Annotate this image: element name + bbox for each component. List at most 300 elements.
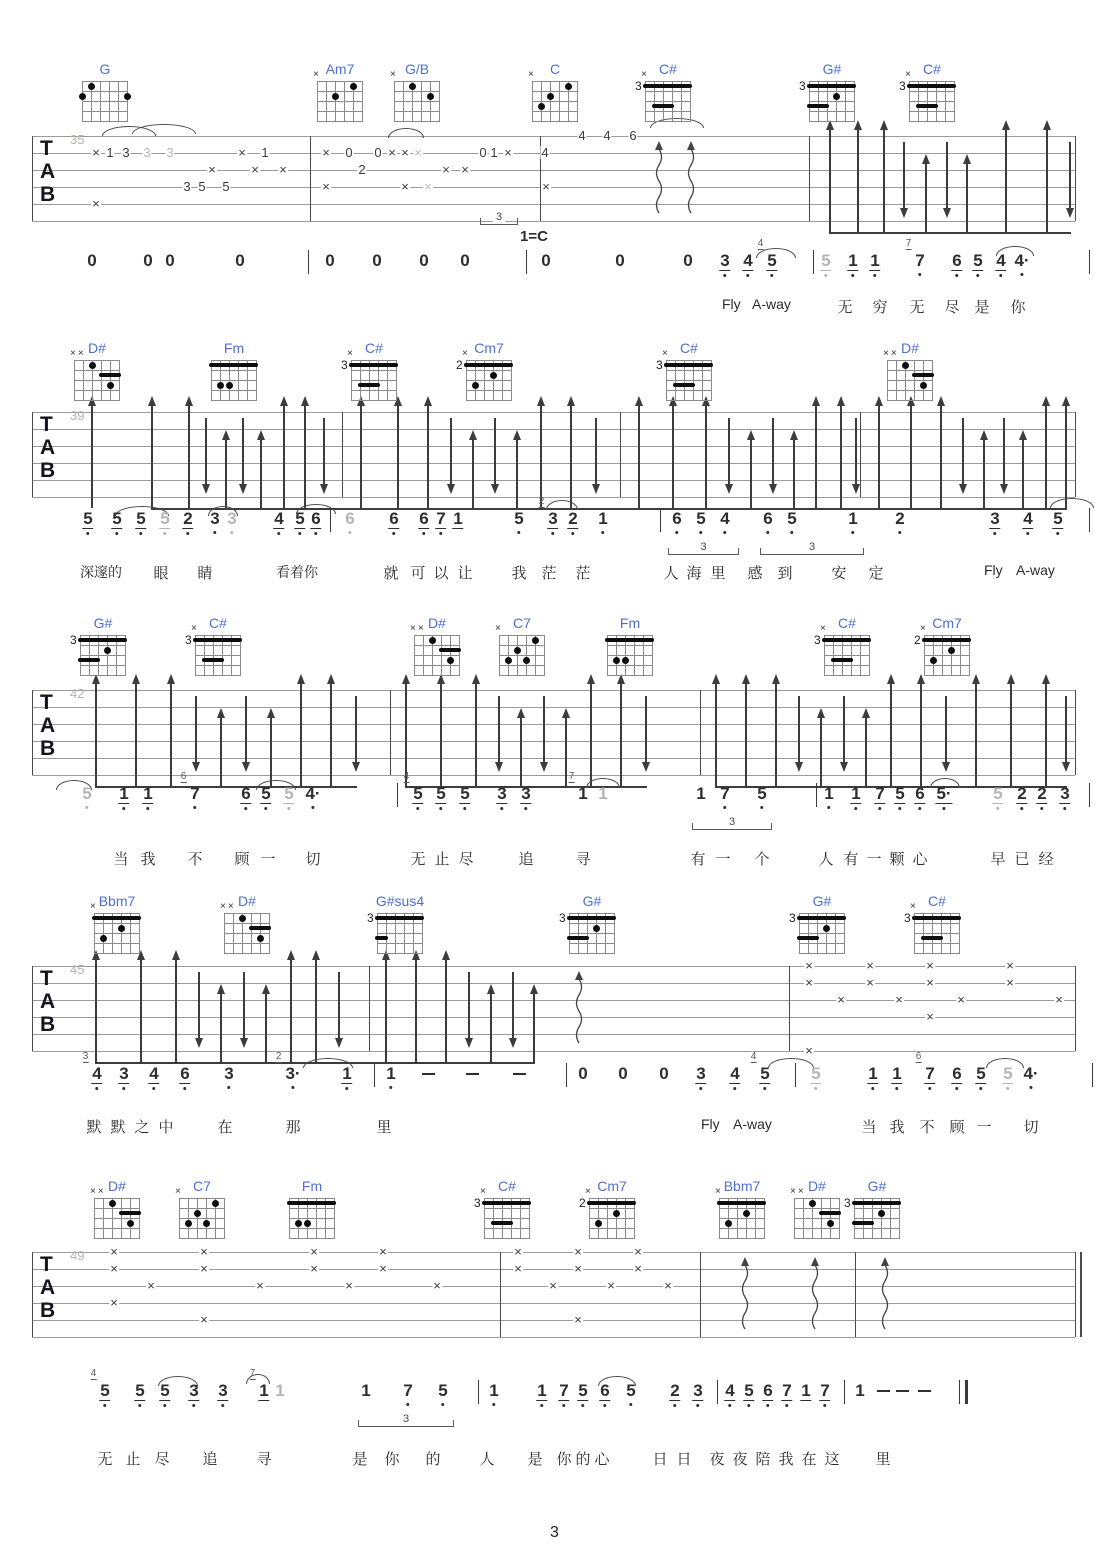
jianpu-number: 5 [160, 509, 170, 528]
lyric: 尽 [154, 1451, 170, 1468]
jianpu-number: 5 [767, 251, 777, 270]
jianpu-number: 3· [285, 1064, 301, 1083]
strum-arrowhead [1062, 396, 1070, 406]
jianpu-number: 5 [811, 1064, 821, 1083]
strum-arrowhead [517, 708, 525, 718]
jianpu-note [283, 785, 294, 810]
finger-dot [194, 1210, 201, 1217]
chord-block [656, 340, 714, 401]
jianpu-number: 4· [1014, 251, 1030, 270]
jianpu-note [459, 785, 470, 810]
mute-x: × [514, 1260, 522, 1276]
chord-diagram [883, 348, 933, 401]
strum-arrowhead [795, 762, 803, 772]
chord-block [367, 893, 425, 954]
jianpu-number: 0 [541, 251, 551, 270]
lyric: 以 [433, 565, 449, 582]
lyric: 中 [158, 1119, 174, 1136]
barline [32, 136, 33, 221]
jianpu-note [617, 1065, 628, 1083]
octave-dot [265, 807, 268, 810]
jianpu-number: 3 [521, 784, 531, 803]
jianpu-grace-note: 2 [538, 496, 545, 507]
beam [330, 786, 357, 788]
triplet-number: 3 [493, 212, 505, 223]
lyric: 心 [594, 1451, 610, 1468]
lyric: 止 [434, 851, 450, 868]
strum-arrowhead [1042, 674, 1050, 684]
octave-dot [423, 532, 426, 535]
chord-diagram [220, 901, 270, 954]
tab-clef-letter: T [40, 413, 53, 436]
octave-dot [604, 1404, 607, 1407]
chord-name: D# [88, 340, 106, 356]
fret-number: 3 [166, 144, 174, 160]
tab-staff-line [32, 758, 1075, 759]
strum-arrowhead [852, 484, 860, 494]
strum-up-arrow [925, 164, 927, 232]
jianpu-number: 5 [82, 784, 92, 803]
fret-number: 5 [222, 178, 230, 194]
octave-dot [417, 807, 420, 810]
strum-up-arrow [260, 440, 262, 508]
jianpu-number: 4 [743, 251, 753, 270]
jianpu-dash [918, 1390, 931, 1392]
chord-diagram [899, 69, 955, 122]
tab-clef-letter: T [40, 691, 53, 714]
octave-dot [700, 1087, 703, 1090]
mute-x: × [414, 144, 422, 160]
fret-position-label: 2 [914, 633, 921, 648]
finger-dot [505, 657, 512, 664]
muted-string-marks: × [495, 623, 503, 635]
jianpu-note [867, 1065, 878, 1090]
strum-up-arrow [427, 406, 429, 508]
chord-diagram [607, 635, 653, 676]
muted-string-marks: × [528, 69, 536, 81]
jianpu-number: 7 [875, 784, 885, 803]
jianpu-number: 6 [311, 509, 321, 528]
jianpu-note [762, 1382, 773, 1407]
jianpu-number: 1 [696, 784, 706, 803]
octave-dot [393, 532, 396, 535]
strum-down-arrow [1069, 142, 1071, 208]
finger-dot [217, 382, 224, 389]
chord-block [579, 1178, 637, 1239]
muted-string-marks: ×× [70, 348, 86, 360]
octave-dot [187, 532, 190, 535]
lyric: 你 [556, 1451, 572, 1468]
jianpu-note [182, 510, 193, 535]
strum-arrowhead [447, 484, 455, 494]
chord-name: Cm7 [474, 340, 504, 356]
tab-clef-letter: B [40, 1013, 56, 1036]
strum-arrowhead [837, 396, 845, 406]
jianpu-note [418, 510, 429, 535]
finger-dot [532, 637, 539, 644]
jianpu-note [385, 1065, 396, 1089]
strum-down-arrow [1003, 418, 1005, 484]
strum-down-arrow [945, 696, 947, 762]
arpeggio-wavy-line [654, 140, 664, 223]
jianpu-number: 5 [821, 251, 831, 270]
beam [198, 1062, 222, 1064]
strum-arrowhead [887, 674, 895, 684]
strum-arrowhead [267, 708, 275, 718]
strum-up-arrow [300, 684, 302, 786]
strum-arrowhead [742, 674, 750, 684]
jianpu-note [540, 252, 551, 270]
chord-block [287, 1179, 337, 1239]
jianpu-note [905, 238, 925, 276]
jianpu-note [273, 510, 284, 535]
strum-down-arrow [468, 972, 470, 1038]
fret-number: 0 [345, 144, 353, 160]
chord-block [885, 341, 935, 401]
measure-number: 45 [70, 962, 85, 977]
octave-dot [104, 1404, 107, 1407]
finger-dot [613, 1210, 620, 1217]
lyric: 默 [86, 1119, 102, 1136]
lyric: 默 [110, 1119, 126, 1136]
barre [807, 84, 856, 88]
lyric: 夜 [709, 1451, 725, 1468]
strum-up-arrow [1046, 130, 1048, 232]
strum-arrowhead [592, 484, 600, 494]
strum-up-arrow [265, 994, 267, 1062]
fret-number: 1 [106, 144, 114, 160]
tab-clef-letter: T [40, 137, 53, 160]
jianpu-note [118, 785, 129, 810]
mute-x: × [866, 957, 874, 973]
chord-name: D# [428, 615, 446, 631]
jianpu-barline [397, 783, 398, 807]
chord-diagram [844, 1196, 900, 1239]
fret-position-label: 2 [456, 358, 463, 373]
strum-up-arrow [225, 440, 227, 508]
barre [464, 363, 513, 367]
strum-up-arrow [705, 406, 707, 508]
chord-block [474, 1178, 532, 1239]
lyric: Fly [722, 296, 741, 312]
jianpu-number: 7 [436, 509, 446, 528]
jianpu-note [274, 1382, 285, 1400]
strum-arrowhead [495, 762, 503, 772]
lyric: 有 [690, 851, 706, 868]
octave-dot [349, 531, 352, 534]
strum-arrowhead [1062, 762, 1070, 772]
tab-clef-letter: T [40, 967, 53, 990]
strum-up-arrow [983, 440, 985, 508]
jianpu-number: 5 [626, 1381, 636, 1400]
strum-arrowhead [132, 674, 140, 684]
lyric: A-way [752, 296, 791, 312]
jianpu-barline [795, 1063, 796, 1087]
jianpu-number: 1 [275, 1381, 285, 1400]
jianpu-note [520, 785, 531, 810]
octave-dot [630, 1403, 633, 1406]
jianpu-barline [1089, 250, 1090, 274]
tab-clef-letter: A [40, 714, 56, 737]
mute-x: × [208, 161, 216, 177]
strum-up-arrow [815, 406, 817, 508]
chord-block [92, 1179, 142, 1239]
mute-x: × [251, 161, 259, 177]
jianpu-note [894, 510, 905, 534]
lyric: 一 [976, 1119, 992, 1136]
jianpu-note [388, 510, 399, 535]
lyric: 心 [912, 851, 928, 868]
jianpu-note [847, 252, 858, 277]
strum-down-arrow [645, 696, 647, 762]
chord-name: C# [928, 893, 946, 909]
octave-dot [390, 1086, 393, 1089]
jianpu-note [310, 510, 321, 535]
octave-dot [767, 531, 770, 534]
chord-block [70, 615, 128, 676]
lyric: 当 [113, 851, 129, 868]
octave-dot [724, 274, 727, 277]
jianpu-number: 3 [548, 509, 558, 528]
lyric: 是 [974, 299, 990, 316]
lyric: 你 [384, 1451, 400, 1468]
chord-name: C# [659, 61, 677, 77]
strum-up-arrow [220, 718, 222, 786]
barline [1075, 136, 1076, 221]
chord-block [341, 340, 399, 401]
tab-staff-line [32, 741, 1075, 742]
tie-arc [388, 128, 424, 138]
lyric: 一 [260, 851, 276, 868]
mute-x: × [401, 178, 409, 194]
octave-dot [929, 1087, 932, 1090]
mute-x: × [574, 1243, 582, 1259]
strum-arrowhead [320, 484, 328, 494]
barline [310, 136, 311, 221]
jianpu-note [209, 510, 220, 534]
mute-x: × [92, 195, 100, 211]
strum-arrowhead [530, 984, 538, 994]
strum-arrowhead [1002, 120, 1010, 130]
finger-dot [472, 382, 479, 389]
strum-arrowhead [540, 762, 548, 772]
jianpu-grace-note: 2 [275, 1051, 282, 1062]
chord-name: D# [108, 1178, 126, 1194]
jianpu-note [217, 1382, 228, 1407]
finger-dot [490, 372, 497, 379]
jianpu-number: 5 [514, 509, 524, 528]
finger-dot [104, 647, 111, 654]
jianpu-note [234, 252, 245, 270]
barline [32, 412, 33, 497]
chord-block [559, 893, 617, 954]
finger-dot [920, 382, 927, 389]
lyric: 人 [663, 565, 679, 582]
chord-name: Fm [619, 615, 641, 631]
jianpu-note [159, 510, 170, 535]
strum-up-arrow [520, 718, 522, 786]
strum-up-arrow [1065, 406, 1067, 508]
jianpu-number: 6 [915, 784, 925, 803]
strum-up-arrow [940, 406, 942, 508]
finger-dot [257, 935, 264, 942]
lyric: 顾 [949, 1119, 965, 1136]
mute-x: × [895, 991, 903, 1007]
chord-diagram [904, 901, 960, 954]
lyric: 寻 [256, 1451, 272, 1468]
strum-down-arrow [243, 972, 245, 1038]
jianpu-number: 5 [787, 509, 797, 528]
octave-dot [1021, 807, 1024, 810]
lyric: 追 [202, 1451, 218, 1468]
chord-name: D# [901, 340, 919, 356]
chord-diagram [90, 1186, 140, 1239]
jianpu-note [823, 785, 834, 809]
mute-x: × [322, 144, 330, 160]
finger-dot [79, 93, 86, 100]
jianpu-note [86, 252, 97, 270]
octave-dot [193, 1404, 196, 1407]
strum-arrowhead [148, 396, 156, 406]
jianpu-grace-note: 3 [82, 1051, 89, 1062]
octave-dot [228, 1086, 231, 1089]
mute-x: × [200, 1311, 208, 1327]
fret-position-label: 3 [844, 1196, 851, 1211]
finger-dot [185, 1220, 192, 1227]
octave-dot [919, 273, 922, 276]
lyric: 寻 [575, 851, 591, 868]
mute-x: × [200, 1260, 208, 1276]
jianpu-number: 1 [868, 1064, 878, 1083]
mute-x: × [1006, 974, 1014, 990]
chord-name: C# [365, 340, 383, 356]
fret-number: 4 [578, 127, 586, 143]
barre [921, 936, 943, 940]
barre [916, 104, 938, 108]
octave-dot [767, 1404, 770, 1407]
jianpu-note [810, 1065, 821, 1090]
jianpu-note [402, 1382, 413, 1406]
muted-string-marks: ×× [790, 1186, 806, 1198]
fret-number: 1 [261, 144, 269, 160]
finger-dot [295, 1220, 302, 1227]
jianpu-note [695, 1065, 706, 1090]
mute-x: × [401, 144, 409, 160]
jianpu-number: 1 [848, 509, 858, 528]
jianpu-note [188, 1382, 199, 1407]
strum-up-arrow [445, 960, 447, 1062]
octave-dot [440, 532, 443, 535]
octave-dot [164, 1404, 167, 1407]
barline [860, 412, 861, 497]
jianpu-number: 5 [696, 509, 706, 528]
jianpu-note [671, 510, 682, 534]
octave-dot [786, 1404, 789, 1407]
strum-down-arrow [323, 418, 325, 484]
jianpu-barline [330, 508, 331, 532]
chord-diagram [211, 360, 257, 401]
strum-arrowhead [1007, 674, 1015, 684]
jianpu-note [435, 785, 446, 810]
barline [32, 966, 33, 1051]
jianpu-note [750, 1051, 770, 1090]
jianpu-number: 7 [782, 1381, 792, 1400]
lyric: 就 [383, 565, 399, 582]
chord-block [392, 62, 442, 122]
chord-block [635, 61, 693, 122]
strum-up-arrow [1005, 130, 1007, 232]
mute-x: × [110, 1260, 118, 1276]
strum-up-arrow [590, 684, 592, 786]
chord-diagram [341, 348, 397, 401]
lyric: 里 [710, 565, 726, 582]
strum-down-arrow [198, 972, 200, 1038]
barline [855, 1252, 856, 1337]
finger-dot [514, 647, 521, 654]
muted-string-marks: × [585, 1186, 593, 1198]
lyric: 那 [285, 1119, 301, 1136]
finger-dot [613, 657, 620, 664]
jianpu-note [567, 510, 578, 535]
tab-staff-line [32, 690, 1075, 691]
finger-dot [127, 1220, 134, 1227]
jianpu-note [344, 510, 355, 534]
jianpu-number: 1 [851, 784, 861, 803]
jianpu-number: 5 [976, 1064, 986, 1083]
octave-dot [292, 1086, 295, 1089]
lyric: 深邃的 [80, 564, 122, 580]
jianpu-number: 3 [693, 1381, 703, 1400]
strum-up-arrow [890, 684, 892, 786]
lyric: A-way [1016, 562, 1055, 578]
jianpu-number: 2 [183, 509, 193, 528]
jianpu-note [260, 785, 271, 810]
beam [445, 1062, 470, 1064]
jianpu-number: 5 [993, 784, 1003, 803]
lyric: Fly [701, 1116, 720, 1132]
strum-arrowhead [875, 396, 883, 406]
triplet-number: 3 [400, 1414, 412, 1425]
strum-arrowhead [922, 154, 930, 164]
strum-down-arrow [245, 696, 247, 762]
jianpu-number: 4· [1023, 1064, 1039, 1083]
jianpu-note [1002, 1065, 1013, 1090]
barline [700, 1252, 701, 1337]
lyric: 茫 [575, 565, 591, 582]
jianpu-note [403, 771, 423, 810]
finger-dot [833, 93, 840, 100]
strum-up-arrow [1010, 684, 1012, 786]
mute-x: × [92, 144, 100, 160]
tab-staff-line [32, 1034, 1075, 1035]
muted-string-marks: ×× [410, 623, 426, 635]
strum-arrowhead [185, 396, 193, 406]
jianpu-note [118, 1065, 129, 1090]
strum-arrowhead [242, 762, 250, 772]
octave-dot [147, 807, 150, 810]
strum-arrowhead [327, 674, 335, 684]
muted-string-marks: × [920, 623, 928, 635]
jianpu-note [435, 510, 446, 535]
lyric: 陪 [755, 1451, 771, 1468]
jianpu-note [437, 1382, 448, 1406]
octave-dot [1007, 1087, 1010, 1090]
muted-string-marks: ×× [90, 1186, 106, 1198]
barre [673, 383, 695, 387]
barre [567, 936, 589, 940]
beam [857, 232, 885, 234]
beam [415, 1062, 447, 1064]
